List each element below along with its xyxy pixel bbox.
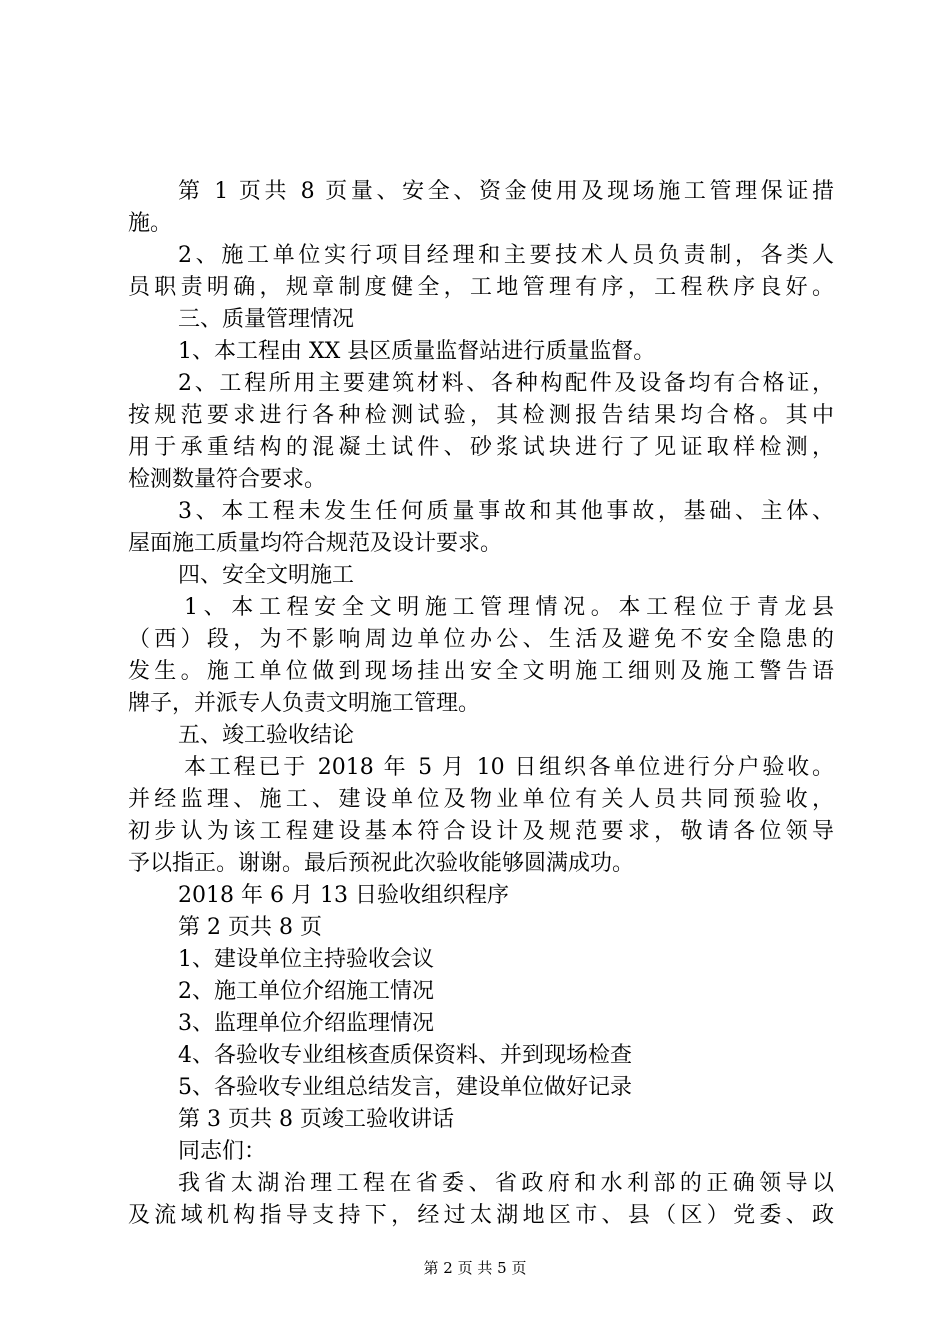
body-line: 检测数量符合要求。 [128,467,327,492]
body-line: 本工程已于 2018 年 5 月 10 日组织各单位进行分户验收。 [184,755,834,780]
body-line: 1、本工程由 XX 县区质量监督站进行质量监督。 [178,339,656,364]
body-line: 初步认为该工程建设基本符合设计及规范要求，敬请各位领导 [128,819,834,844]
body-line: 及流域机构指导支持下，经过太湖地区市、县（区）党委、政 [128,1203,834,1228]
list-item: 2、施工单位介绍施工情况 [178,979,434,1004]
document-body [128,176,834,1232]
body-line: 第 3 页共 8 页竣工验收讲话 [178,1107,454,1132]
body-line: 发生。施工单位做到现场挂出安全文明施工细则及施工警告语 [128,659,834,684]
section-heading: 四、安全文明施工 [178,563,355,588]
list-item: 5、各验收专业组总结发言，建设单位做好记录 [178,1075,632,1100]
body-line: 我省太湖治理工程在省委、省政府和水利部的正确领导以 [178,1171,834,1196]
body-line: 员职责明确，规章制度健全，工地管理有序，工程秩序良好。 [128,275,834,300]
body-line: 屋面施工质量均符合规范及设计要求。 [128,531,503,556]
body-line: 用于承重结构的混凝土试件、砂浆试块进行了见证取样检测， [128,435,834,460]
body-line: （西）段，为不影响周边单位办公、生活及避免不安全隐患的 [128,627,834,652]
body-line: 按规范要求进行各种检测试验，其检测报告结果均合格。其中 [128,403,834,428]
list-item: 3、监理单位介绍监理情况 [178,1011,434,1036]
list-item: 1、建设单位主持验收会议 [178,947,434,972]
page-marker: 第 2 页共 8 页 [178,915,322,940]
page-footer: 第 2 页 共 5 页 [423,1259,527,1277]
body-line: 并经监理、施工、建设单位及物业单位有关人员共同预验收， [128,787,834,812]
body-line: 2018 年 6 月 13 日验收组织程序 [178,883,509,908]
body-line: 3、本工程未发生任何质量事故和其他事故，基础、主体、 [178,499,834,524]
section-heading: 三、质量管理情况 [178,307,355,332]
body-line: 施。 [128,211,173,236]
body-line: 2、工程所用主要建筑材料、各种构配件及设备均有合格证， [178,371,834,396]
body-line: 2、施工单位实行项目经理和主要技术人员负责制，各类人 [178,243,834,268]
salutation: 同志们： [178,1139,267,1164]
body-line: 1、本工程安全文明施工管理情况。本工程位于青龙县 [184,595,834,620]
body-line: 予以指正。谢谢。最后预祝此次验收能够圆满成功。 [128,851,635,876]
body-line: 牌子，并派专人负责文明施工管理。 [128,691,481,716]
list-item: 4、各验收专业组核查质保资料、并到现场检查 [178,1043,632,1068]
section-heading: 五、竣工验收结论 [178,723,355,748]
body-line: 第 1 页共 8 页量、安全、资金使用及现场施工管理保证措 [178,179,834,204]
